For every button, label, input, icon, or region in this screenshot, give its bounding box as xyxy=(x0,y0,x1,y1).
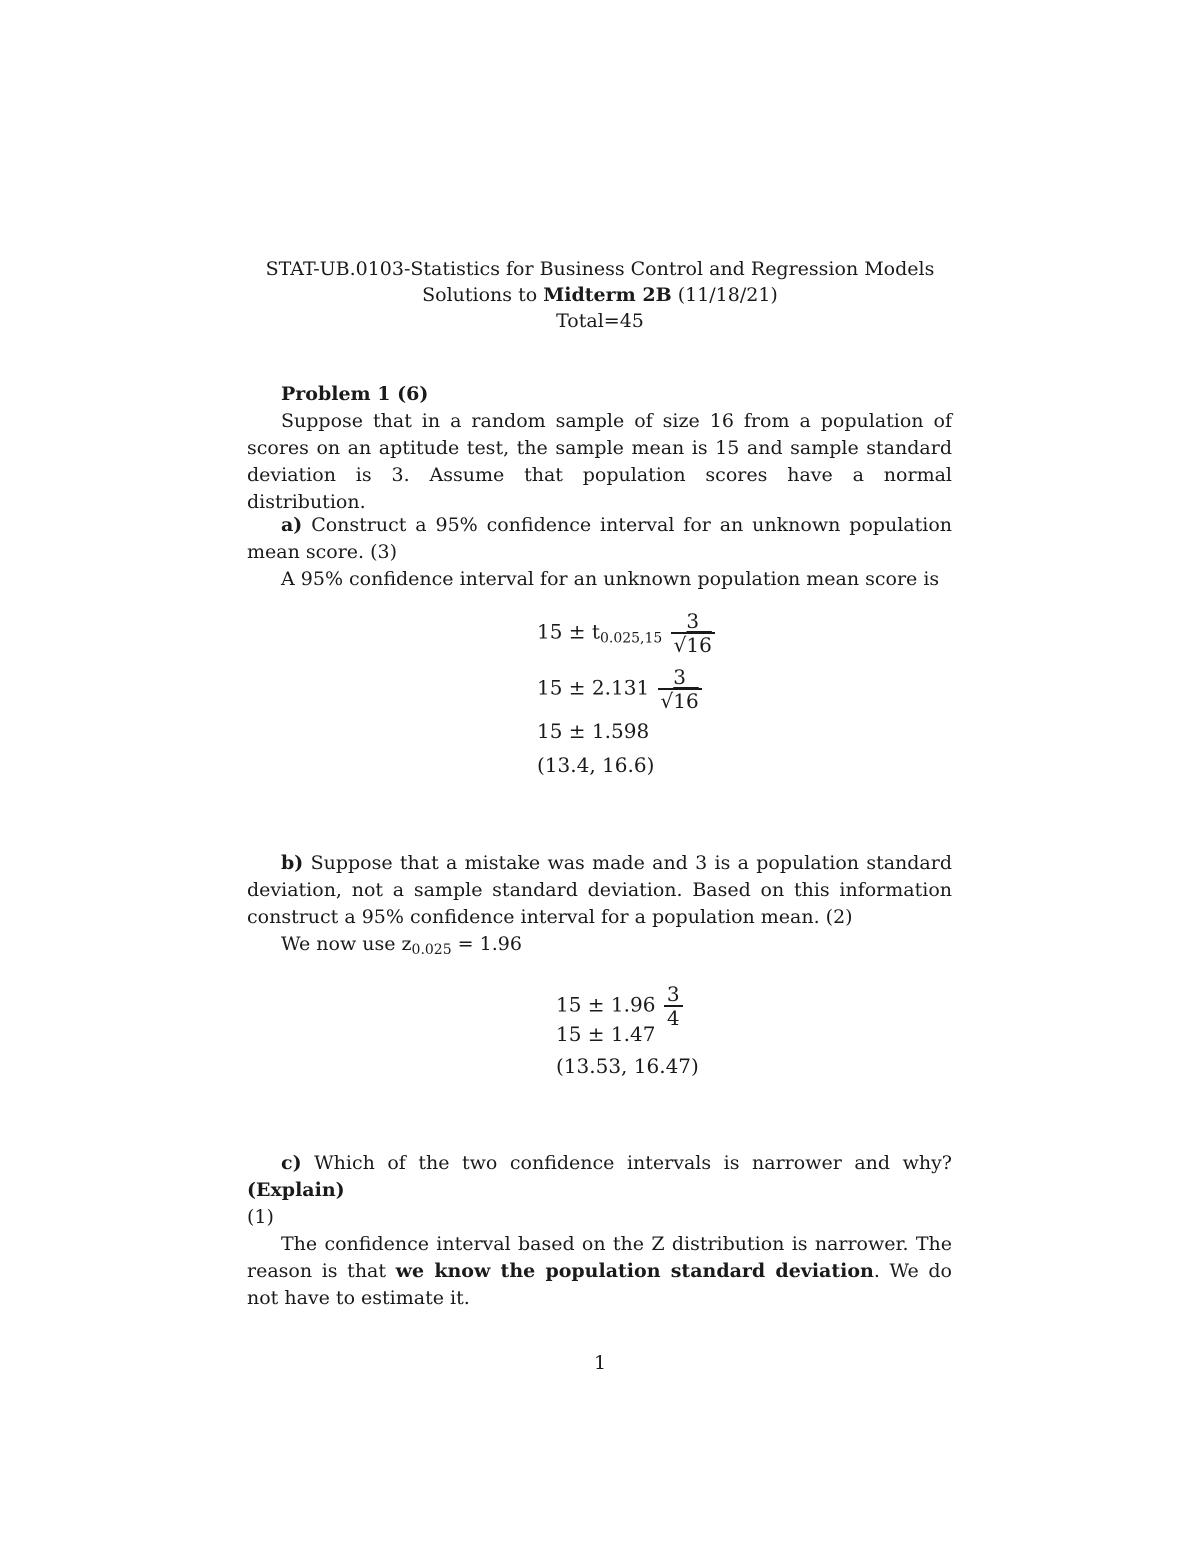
document-header xyxy=(0,256,1200,334)
equation-b3: (13.53, 16.47) xyxy=(556,1054,699,1078)
equation-a4: (13.4, 16.6) xyxy=(537,753,655,777)
part-a-question xyxy=(247,512,952,566)
equation-a1: $15 \pm t_{0.025,15}$ $\frac{3}{√16}$ xyxy=(537,610,715,656)
part-b-answer: We now use $z_{0.025} = 1.96$ xyxy=(281,933,522,958)
part-a xyxy=(247,512,952,593)
problem-statement: Suppose that in a random sample of size 16 from a population of scores on an aptitude test, the sample mean is 15 and sample standard deviation is 3. Assume that population scores have a normal distribution. xyxy=(247,410,952,513)
part-b-label: b) xyxy=(281,852,304,874)
equation-b2: 15 ± 1.47 xyxy=(556,1022,656,1046)
fraction: $\frac{3}{4}$ xyxy=(664,983,683,1029)
part-c-label: c) xyxy=(281,1152,302,1174)
part-a-label: a) xyxy=(281,514,303,536)
solutions-prefix: Solutions to xyxy=(422,284,538,306)
equation-a3: 15 ± 1.598 xyxy=(537,719,650,743)
part-b-question xyxy=(247,850,952,931)
part-a-answer: A 95% confidence interval for an unknown population mean score is xyxy=(281,568,940,590)
part-b xyxy=(247,850,952,964)
part-a-question-text: Construct a 95% confidence interval for an unknown population mean score. (3) xyxy=(247,514,953,563)
equation-a2: 15 ± 2.131 $\frac{3}{√16}$ xyxy=(537,666,702,712)
course-title: STAT-UB.0103-Statistics for Business Control and Regression Models xyxy=(265,258,935,280)
part-c-question-text: Which of the two confidence intervals is narrower and why? xyxy=(314,1152,952,1174)
part-b-question-text: Suppose that a mistake was made and 3 is a population standard deviation, not a sample standard deviation. Based on this information construct a 95% confidence interval for a population mean. (2) xyxy=(247,852,952,928)
part-c-points: (1) xyxy=(247,1206,274,1228)
part-c-answer-emphasis: we know the population standard deviation xyxy=(395,1260,874,1282)
fraction: $\frac{3}{√16}$ xyxy=(658,666,702,712)
problem-1 xyxy=(247,381,952,516)
solutions-line xyxy=(0,282,1200,308)
part-c-explain: (Explain) xyxy=(247,1179,345,1201)
page-number: 1 xyxy=(593,1352,607,1374)
part-c-answer: The confidence interval based on the Z distribution is narrower. The reason is that we know the population standard deviation. We do not have to estimate it. xyxy=(247,1233,953,1309)
part-c xyxy=(247,1150,952,1312)
problem-title: Problem 1 (6) xyxy=(281,383,429,405)
exam-date: (11/18/21) xyxy=(677,284,778,306)
part-c-question xyxy=(247,1150,952,1204)
equation-b1: 15 ± 1.96 $\frac{3}{4}$ xyxy=(556,983,683,1029)
total-points: Total=45 xyxy=(556,310,644,332)
exam-name: Midterm 2B xyxy=(543,284,672,306)
fraction: $\frac{3}{√16}$ xyxy=(671,610,715,656)
